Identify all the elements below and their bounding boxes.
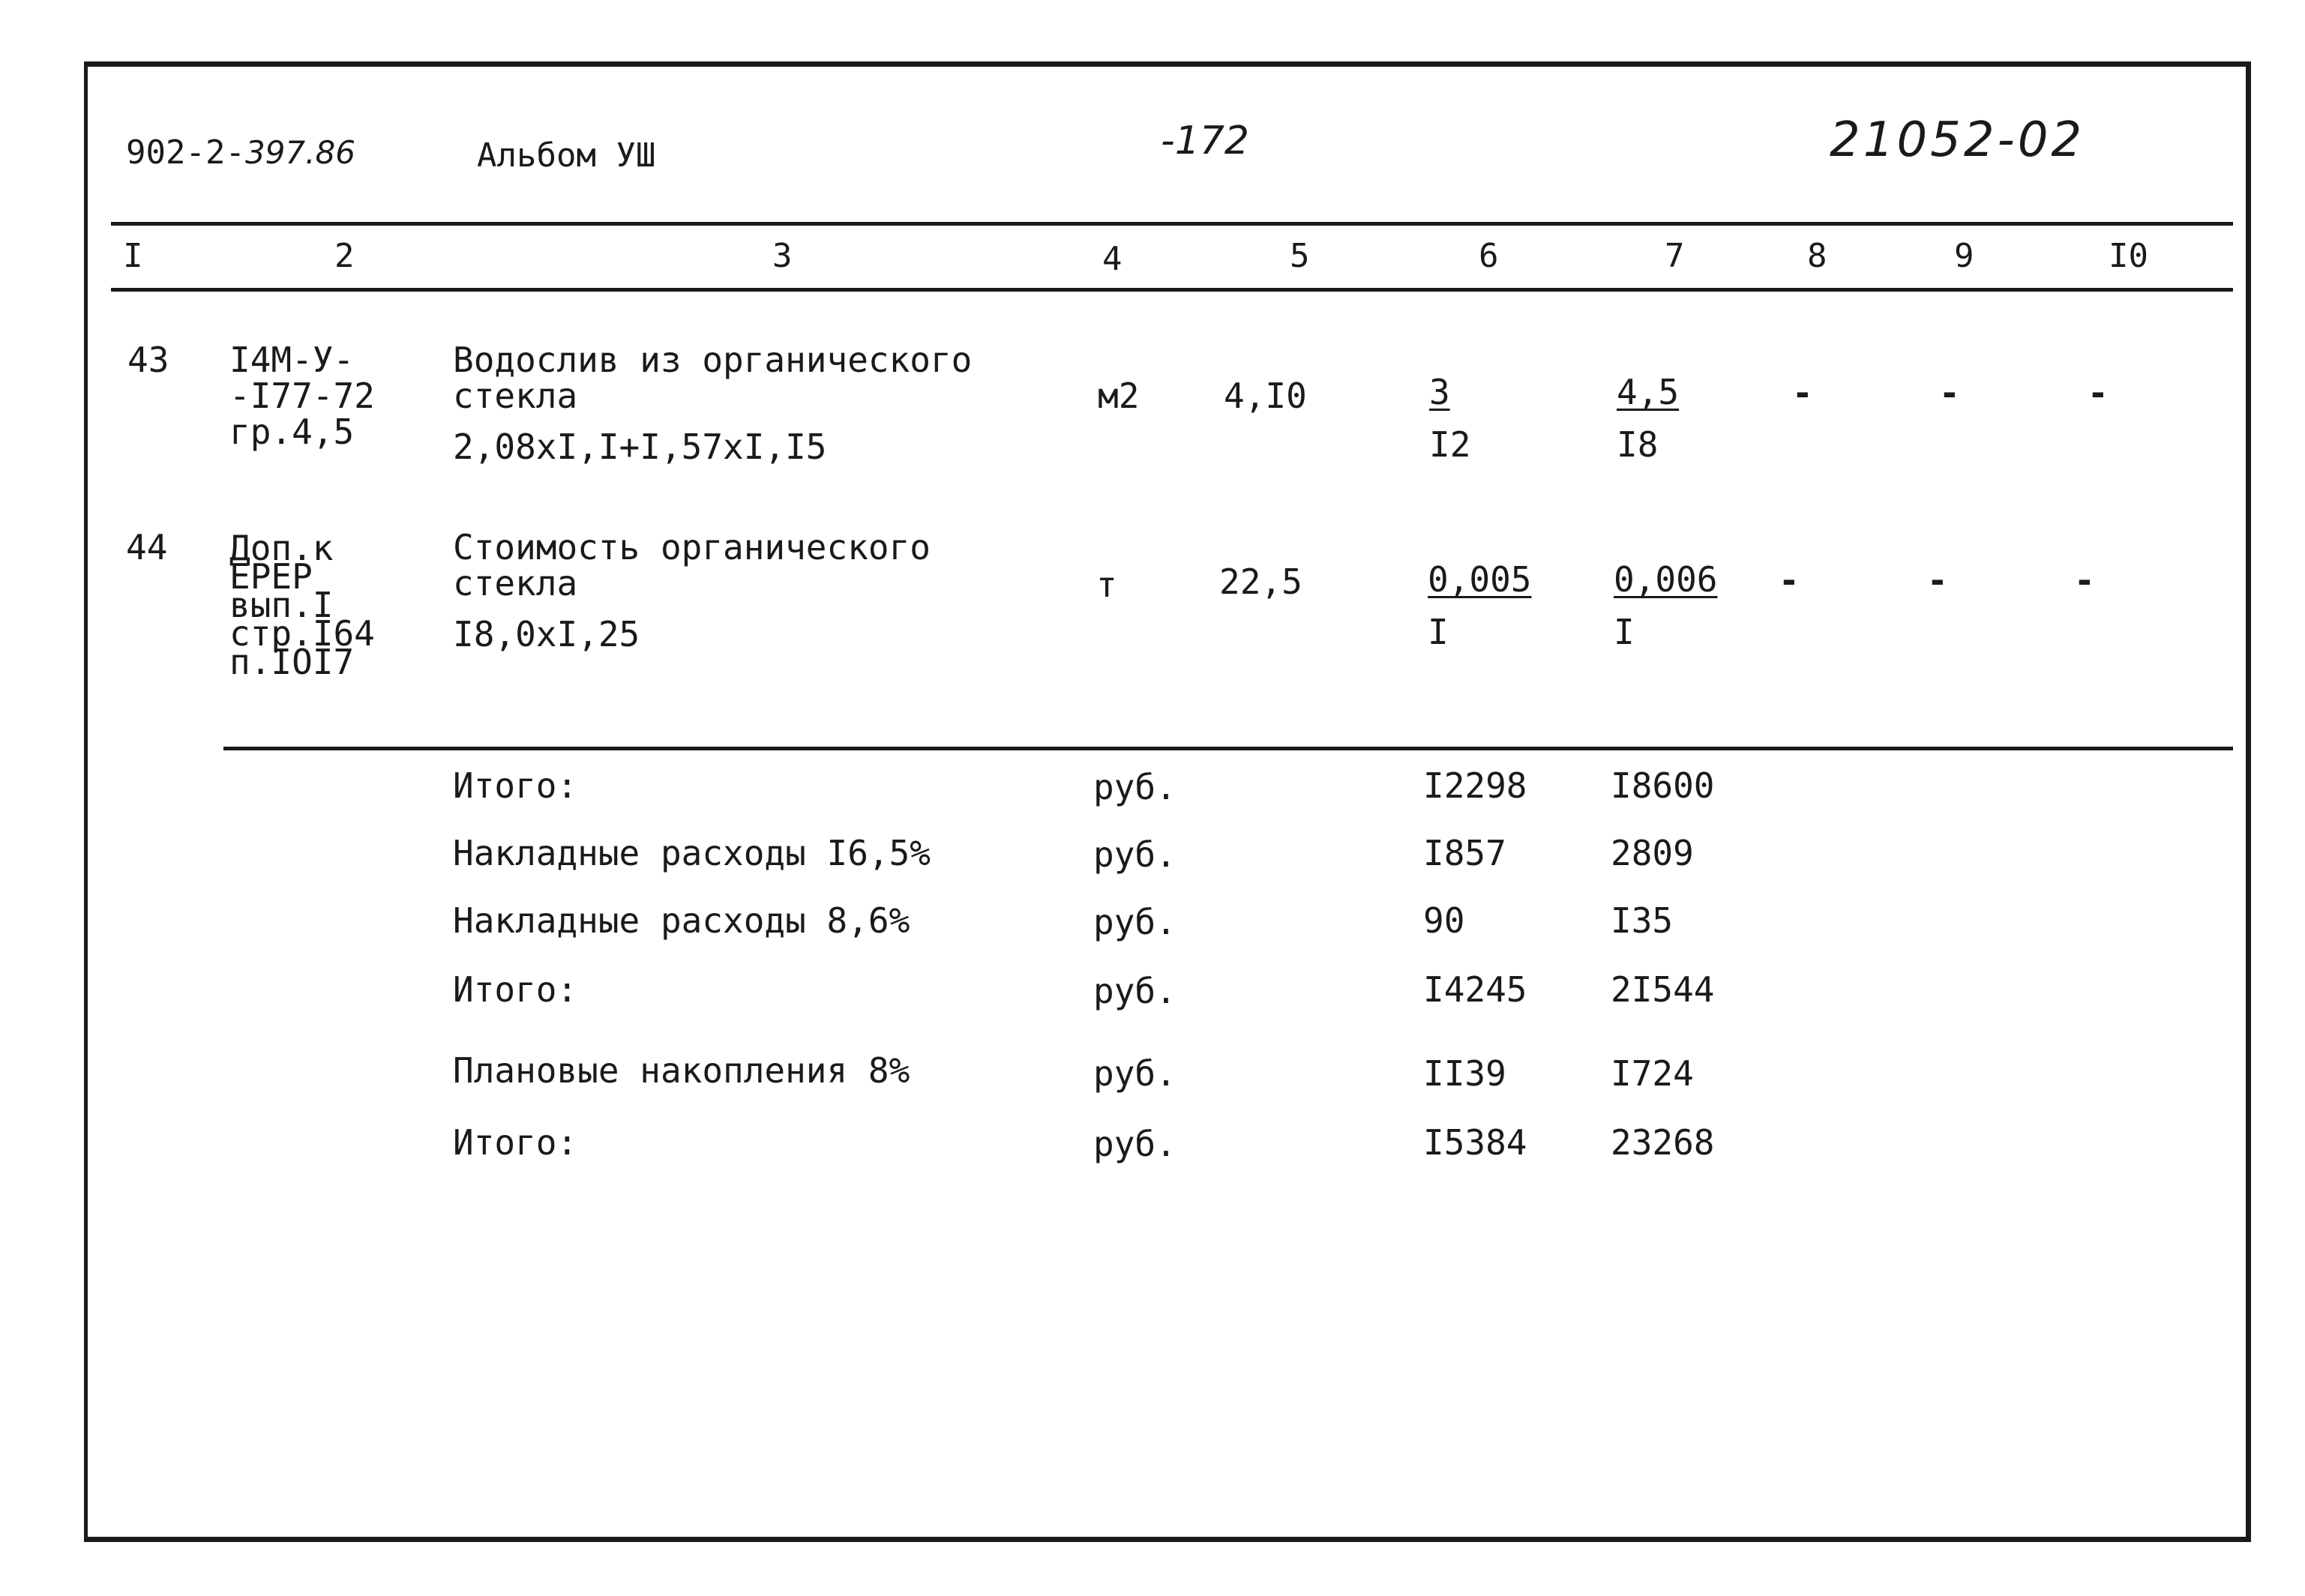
col-header-9: 9: [1954, 237, 1974, 275]
fraction-denominator: I2: [1429, 424, 1471, 465]
totals-unit: руб.: [1093, 902, 1176, 942]
totals-col7: I35: [1611, 900, 1674, 941]
row-code-line: ЕРЕР: [229, 556, 313, 597]
fraction-denominator: I8: [1617, 424, 1659, 465]
row-formula: 2,08xI,I+I,57xI,I5: [453, 427, 827, 467]
col-header-5: 5: [1290, 237, 1310, 275]
row-formula: I8,0xI,25: [453, 614, 640, 654]
totals-label: Итого:: [453, 765, 578, 806]
header-rule-top: [111, 222, 2233, 226]
row-unit: т: [1096, 564, 1117, 605]
row-col6-fraction: [1429, 366, 1470, 471]
fraction-denominator: I: [1614, 612, 1635, 652]
fraction-numerator: 4,5: [1617, 372, 1680, 412]
col-header-4: 4: [1102, 240, 1123, 278]
row-col7-fraction: [1614, 553, 1717, 658]
row-code-line: стр.I64: [229, 613, 375, 654]
header-rule-bottom: [111, 288, 2233, 292]
row-description: [453, 529, 931, 601]
row-unit: м2: [1098, 376, 1140, 416]
totals-label: Итого:: [453, 969, 578, 1010]
totals-rule: [223, 747, 2233, 750]
doc-number-printed: 902-2-: [126, 133, 245, 172]
totals-label: Плановые накопления 8%: [453, 1050, 910, 1091]
totals-col7: 2809: [1611, 833, 1694, 873]
row-number: 44: [126, 527, 168, 567]
col-header-1: I: [123, 237, 143, 275]
row-code-line: -I77-72: [229, 376, 375, 416]
totals-unit: руб.: [1093, 834, 1176, 875]
row-code: [229, 342, 375, 450]
totals-unit: руб.: [1093, 971, 1176, 1011]
totals-col7: 2I544: [1611, 969, 1715, 1010]
row-col8: -: [1779, 560, 1800, 600]
col-header-7: 7: [1665, 237, 1685, 275]
row-col10: -: [2088, 373, 2109, 413]
row-code-line: Доп.к: [229, 528, 334, 568]
doc-number: [126, 133, 355, 172]
totals-col6: II39: [1423, 1053, 1506, 1094]
row-col7-fraction: [1617, 366, 1679, 471]
row-number: 43: [127, 340, 169, 380]
totals-col6: 90: [1423, 900, 1465, 941]
row-quantity: 4,I0: [1224, 376, 1307, 416]
album-label: Альбом УШ: [477, 136, 656, 175]
col-header-10: I0: [2109, 237, 2148, 275]
row-col8: -: [1792, 373, 1813, 413]
totals-label: Накладные расходы 8,6%: [453, 900, 910, 941]
totals-col6: I5384: [1423, 1122, 1527, 1163]
totals-col7: I724: [1611, 1053, 1694, 1094]
fraction-numerator: 3: [1429, 372, 1450, 412]
row-col6-fraction: [1428, 553, 1531, 658]
row-code-line: гр.4,5: [229, 412, 355, 452]
row-code-line: вып.I: [229, 585, 334, 625]
fraction-denominator: I: [1428, 612, 1449, 652]
totals-col6: I2298: [1423, 765, 1527, 806]
row-col9: -: [1939, 373, 1960, 413]
totals-unit: руб.: [1093, 767, 1176, 807]
totals-label: Итого:: [453, 1122, 578, 1163]
col-header-6: 6: [1479, 237, 1499, 275]
totals-label: Накладные расходы I6,5%: [453, 833, 931, 873]
totals-unit: руб.: [1093, 1124, 1176, 1164]
stamp-number: 21052-02: [1830, 112, 2085, 168]
row-code: [229, 528, 375, 682]
row-description-line: Водослив из органического: [453, 340, 973, 380]
totals-col7: I8600: [1611, 765, 1715, 806]
fraction-numerator: 0,005: [1428, 559, 1532, 600]
row-code-line: I4M-У-: [229, 340, 355, 380]
totals-col6: I4245: [1423, 969, 1527, 1010]
row-description: [453, 342, 972, 414]
row-code-line: п.IOI7: [229, 642, 355, 682]
row-col9: -: [1927, 560, 1948, 600]
totals-col6: I857: [1423, 833, 1506, 873]
col-header-8: 8: [1807, 237, 1827, 275]
row-description-line: стекла: [453, 376, 578, 416]
row-quantity: 22,5: [1219, 561, 1302, 602]
row-description-line: Стоимость органического: [453, 527, 931, 567]
doc-number-handwritten: 397.86: [244, 134, 355, 171]
fraction-numerator: 0,006: [1614, 559, 1718, 600]
col-header-3: 3: [772, 237, 793, 275]
row-description-line: стекла: [453, 563, 578, 603]
page-number: -172: [1161, 118, 1250, 163]
totals-unit: руб.: [1093, 1053, 1176, 1094]
row-col10: -: [2074, 560, 2095, 600]
col-header-2: 2: [334, 237, 355, 275]
totals-col7: 23268: [1611, 1122, 1715, 1163]
